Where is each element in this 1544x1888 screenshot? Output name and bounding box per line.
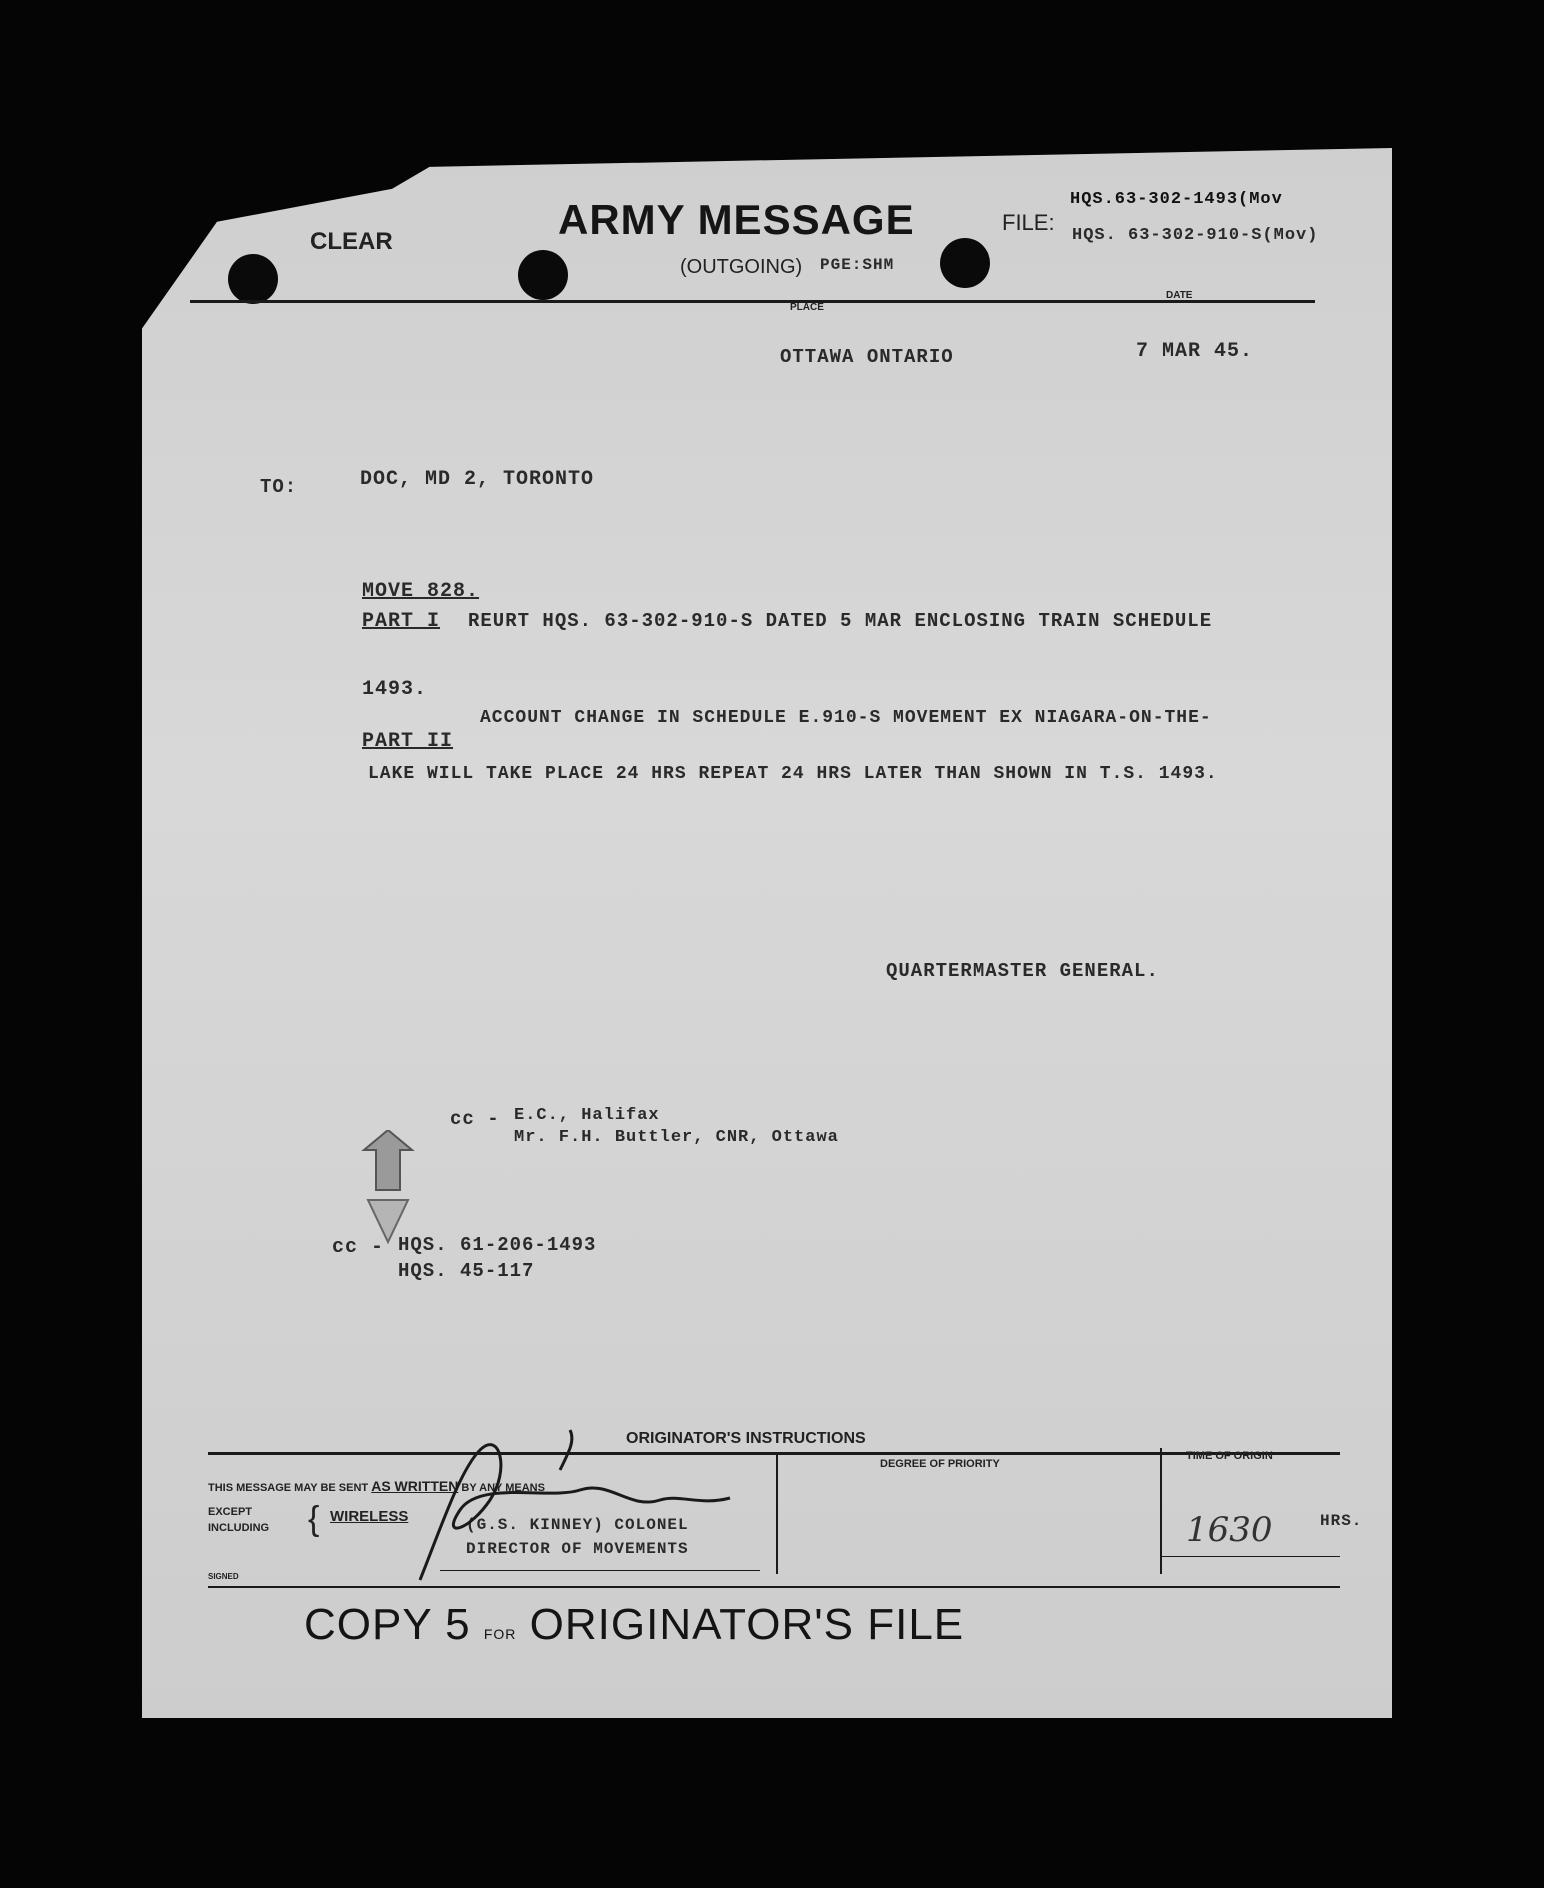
- instructions-bottom-rule: [208, 1586, 1340, 1588]
- time-rule: [1160, 1556, 1340, 1557]
- by-any-means: BY ANY MEANS: [461, 1482, 545, 1494]
- date-value: 7 MAR 45.: [1136, 340, 1254, 363]
- signature-rule: [440, 1570, 760, 1571]
- sent-as-prefix: THIS MESSAGE MAY BE SENT: [208, 1482, 369, 1494]
- originator-instructions-heading: ORIGINATOR'S INSTRUCTIONS: [626, 1430, 866, 1447]
- copy-number: COPY 5: [304, 1600, 471, 1649]
- punch-hole: [518, 250, 568, 300]
- part-2-label: PART II: [362, 730, 454, 753]
- cc-label-2: cc -: [332, 1236, 385, 1259]
- part-2-text: ACCOUNT CHANGE IN SCHEDULE E.910-S MOVEMENT EX NIAGARA-ON-THE-: [480, 708, 1212, 728]
- copy-footer: [304, 1600, 964, 1650]
- place-value: OTTAWA ONTARIO: [780, 346, 954, 368]
- header-rule: [190, 300, 1315, 303]
- time-of-origin-label: TIME OF ORIGIN: [1186, 1450, 1273, 1462]
- punch-hole: [940, 238, 990, 288]
- time-of-origin-value: 1630: [1186, 1510, 1273, 1550]
- as-written: AS WRITTEN: [371, 1478, 459, 1494]
- part-1-label: PART I: [362, 610, 441, 633]
- copy-destination: ORIGINATOR'S FILE: [529, 1600, 965, 1649]
- date-label: DATE: [1166, 290, 1193, 301]
- wireless-label: WIRELESS: [330, 1508, 409, 1525]
- signer-name: (G.S. KINNEY) COLONEL: [466, 1516, 689, 1534]
- including-label: INCLUDING: [208, 1522, 270, 1534]
- file-number-1: HQS.63-302-1493(Mov: [1070, 190, 1283, 209]
- outgoing-label: (OUTGOING): [680, 256, 803, 278]
- punch-hole: [228, 254, 278, 304]
- to-label: TO:: [260, 476, 298, 498]
- form-title: ARMY MESSAGE: [558, 196, 915, 243]
- part-1-text: REURT HQS. 63-302-910-S DATED 5 MAR ENCLOSING TRAIN SCHEDULE: [468, 610, 1213, 632]
- signer-title: DIRECTOR OF MOVEMENTS: [466, 1540, 689, 1558]
- place-label: PLACE: [790, 302, 824, 313]
- move-reference: MOVE 828.: [362, 580, 480, 603]
- pge-code: PGE:SHM: [820, 256, 895, 274]
- degree-of-priority-label: DEGREE OF PRIORITY: [880, 1458, 1000, 1470]
- part-2-continuation: LAKE WILL TAKE PLACE 24 HRS REPEAT 24 HRS LATER THAN SHOWN IN T.S. 1493.: [368, 764, 1218, 784]
- cc-1-line-2: Mr. F.H. Buttler, CNR, Ottawa: [514, 1128, 839, 1147]
- part-1-continuation: 1493.: [362, 678, 428, 701]
- arrow-stamp-icon: [358, 1130, 418, 1250]
- cc-1-line-1: E.C., Halifax: [514, 1106, 660, 1125]
- signature-block: QUARTERMASTER GENERAL.: [886, 960, 1159, 982]
- file-number-2: HQS. 63-302-910-S(Mov): [1072, 226, 1319, 245]
- except-label: EXCEPT: [208, 1506, 253, 1518]
- time-unit: HRS.: [1320, 1512, 1363, 1530]
- copy-for: FOR: [483, 1626, 517, 1642]
- cc-label-1: cc -: [450, 1108, 500, 1130]
- handwritten-signature: [400, 1410, 800, 1590]
- cc-2-line-2: HQS. 45-117: [398, 1260, 535, 1282]
- signed-label: SIGNED: [208, 1572, 239, 1581]
- to-value: DOC, MD 2, TORONTO: [360, 468, 595, 491]
- clear-label: CLEAR: [310, 228, 393, 255]
- cc-2-line-1: HQS. 61-206-1493: [398, 1234, 597, 1256]
- brace-mark: {: [308, 1500, 320, 1538]
- file-label: FILE:: [1002, 210, 1055, 235]
